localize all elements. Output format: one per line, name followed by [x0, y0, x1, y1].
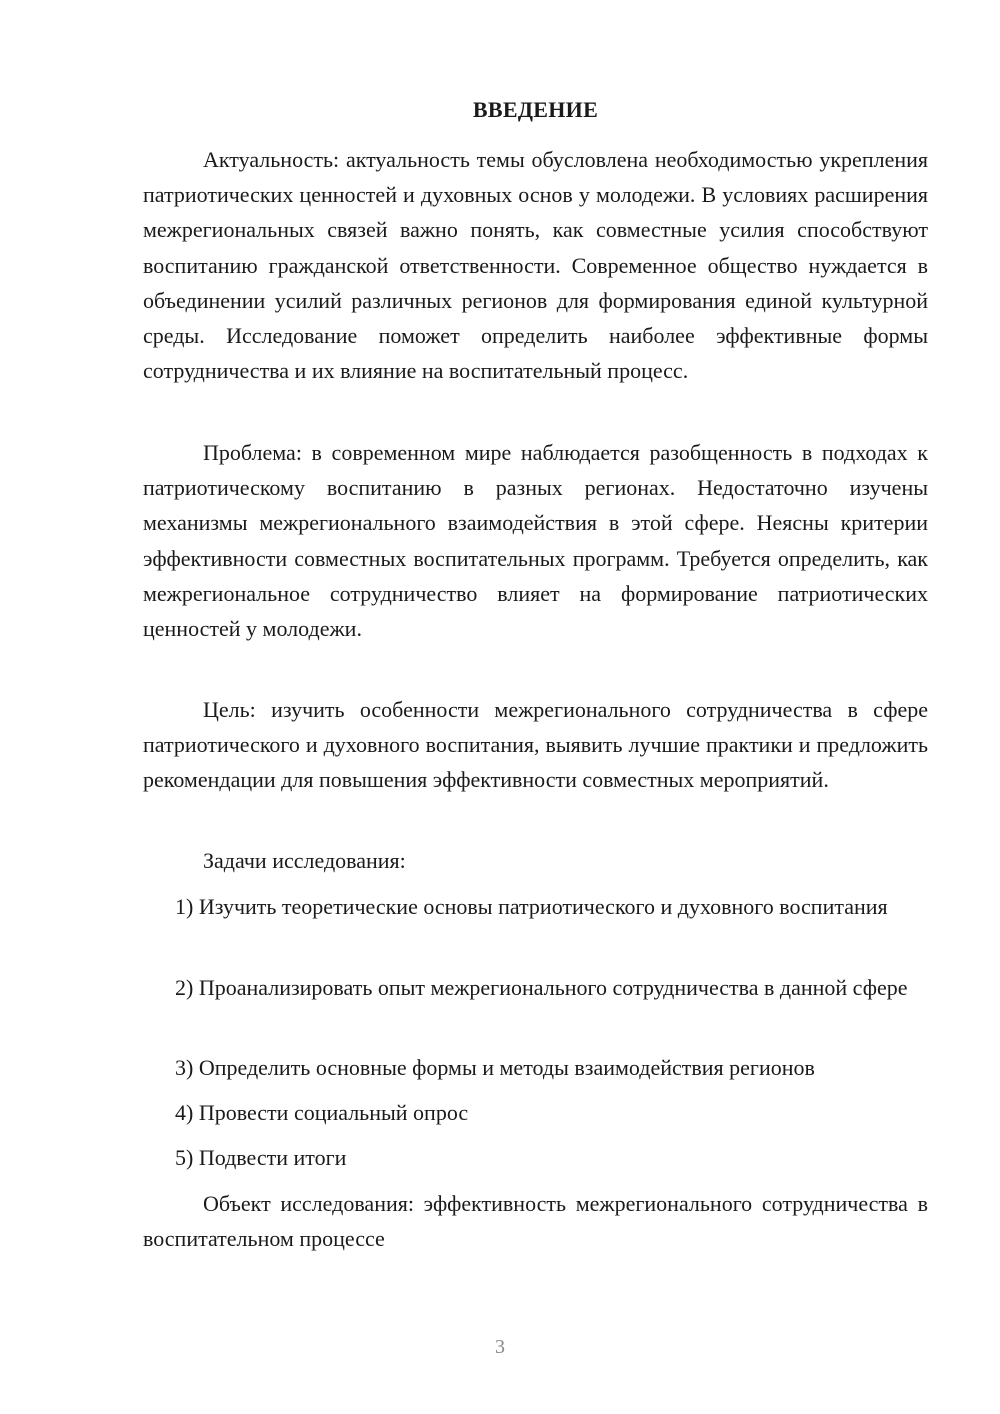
paragraph-object: Объект исследования: эффективность межрегионального сотрудничества в воспитательном процессе	[143, 1191, 928, 1252]
paragraph-relevance: Актуальность: актуальность темы обусловлена необходимостью укрепления патриотических ценностей и духовных основ у молодежи. В условиях расширения межрегиональных связей важно понять, как совместные усилия способствуют воспитанию гражданской ответственности. Современное общество нуждается в объединении усилий различных регионов для формирования единой культурной среды. Исследование поможет определить наиболее эффективные формы сотрудничества и их влияние на воспитательный процесс.	[143, 147, 928, 384]
page-number: 3	[495, 1336, 505, 1358]
task-item-2: 2) Проанализировать опыт межрегионального сотрудничества в данной сфере	[175, 975, 908, 1000]
paragraph-goal: Цель: изучить особенности межрегионального сотрудничества в сфере патриотического и духовного воспитания, выявить лучшие практики и предложить рекомендации для повышения эффективности совместных мероприятий.	[143, 697, 928, 793]
task-item-4: 4) Провести социальный опрос	[175, 1100, 469, 1125]
paragraph-problem: Проблема: в современном мире наблюдается разобщенность в подходах к патриотическому воспитанию в разных регионах. Недостаточно изучены механизмы межрегионального взаимодействия в этой сфере. Неясны критерии эффективности совместных воспитательных программ. Требуется определить, как межрегиональное сотрудничество влияет на формирование патриотических ценностей у молодежи.	[143, 440, 928, 642]
page-title: ВВЕДЕНИЕ	[472, 97, 599, 122]
task-item-3: 3) Определить основные формы и методы взаимодействия регионов	[175, 1055, 815, 1080]
task-item-1: 1) Изучить теоретические основы патриотического и духовного воспитания	[175, 894, 888, 919]
task-item-5: 5) Подвести итоги	[175, 1145, 347, 1170]
paragraph-tasks-heading: Задачи исследования:	[203, 848, 406, 873]
